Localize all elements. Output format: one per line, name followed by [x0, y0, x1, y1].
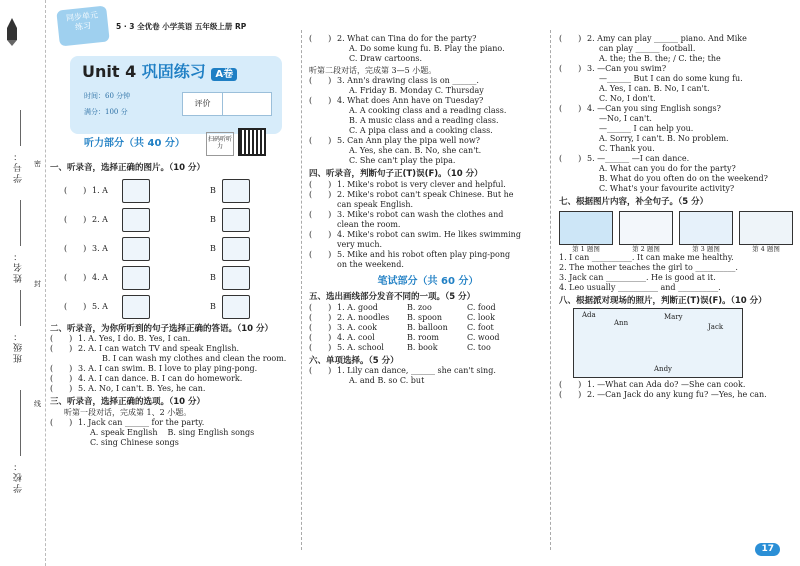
option: C. Draw cartoons.: [349, 54, 423, 63]
option: A. Sorry, I can't. B. No problem.: [599, 134, 729, 143]
drawing-picture: [679, 211, 733, 245]
column-divider: [301, 30, 302, 550]
s6-q2: 2. Amy can play ______ piano. And Mike: [587, 34, 747, 43]
option-picture: [222, 266, 250, 290]
s5-item: ( ) 2. A. noodles B. spoon C. look: [309, 312, 495, 322]
s7-line: 3. Jack can __________. He is good at it.: [559, 272, 716, 282]
swimming-picture: [559, 211, 613, 245]
student-id-label: 学号：: [14, 150, 24, 183]
name-tag: Andy: [654, 365, 672, 374]
s8-item: 1. —What can Ada do? —She can cook.: [587, 380, 746, 390]
s2-item-cont: B. I can wash my clothes and clean the room.: [102, 354, 287, 364]
s7-line: 2. The mother teaches the girl to __________.: [559, 262, 738, 272]
fill-line: [20, 200, 21, 246]
name-tag: Ann: [614, 319, 629, 328]
s1-item: ( ) 2. A B: [64, 208, 300, 232]
s4-item: 4. Mike's robot can swim. He likes swimming: [337, 229, 521, 239]
s2-item: ( ) 1. A. Yes, I do. B. Yes, I can.: [50, 334, 191, 344]
option-picture: [122, 295, 150, 319]
s6-q4: 4. —Can you sing English songs?: [587, 104, 721, 113]
binding-gutter: [0, 0, 46, 566]
s4-item: 5. Mike and his robot often play ping-pong: [337, 249, 511, 259]
option: A. the; the B. the; / C. the; the: [599, 54, 721, 63]
option: B. What do you often do on the weekend?: [599, 174, 768, 183]
s3-q3: 3. Ann's drawing class is on ______.: [337, 76, 479, 85]
name-label: 姓名：: [14, 250, 24, 283]
fold-mark: 线: [34, 400, 41, 408]
s1-item: ( ) 3. A B: [64, 237, 300, 261]
s2-item: ( ) 4. A. I can dance. B. I can do homework.: [50, 374, 243, 384]
s3-intro2: 听第二段对话，完成第 3—5 小题。: [309, 66, 437, 75]
caption: 第 3 题图: [692, 244, 720, 253]
option: C. She can't play the pipa.: [349, 156, 456, 165]
s4-cont: clean the room.: [337, 219, 401, 229]
option-picture: [122, 208, 150, 232]
s6-q1: 1. Lily can dance, ______ she can't sing.: [337, 366, 496, 376]
option: C. What's your favourite activity?: [599, 184, 735, 193]
s6-q3: 3. —Can you swim?: [587, 64, 667, 73]
option: C. No, I don't.: [599, 94, 656, 103]
s5-item: ( ) 1. A. good B. zoo C. food: [309, 302, 496, 312]
section-7-title: 七、根据图片内容，补全句子。（5 分）: [559, 197, 709, 207]
name-tag: Mary: [664, 313, 683, 322]
column-2: ( ) 2. What can Tina do for the party? A. Do some kung fu. B. Play the piano. C. Draw cartoons. 听第二段对话，完成第 3—5 小题。 ( ) 3. Ann's drawing class is on ______. A. Friday B. Monday C. Thursday ( ) 4. What does Ann have on Tuesday? A. A cooking class and a reading class. B. A music class and a reading class. C. A pipa class and a cooking class. ( ) 5. Can Ann play the pipa well now? A. Yes, she can. B. No, she can't. C. She can't play the pipa. 四、听录音，判断句子正(T)误(F)。（10 分） ( ) 1. Mike's robot is very clever and helpful. ( ) 2. Mike's robot can't speak Chinese. But he can speak English. ( ) 3. Mike's robot can wash the clothes and clean the room. ( ) 4. Mike's robot can swim. He likes swimming very much. ( ) 5. Mike and his robot often play ping-pong on the weekend. 笔试部分（共 60 分） 五、选出画线部分发音不同的一项。（5 分） ( ) 1. A. good B. zoo C. food ( ) 2. A. noodles B. spoon C. look ( ) 3. A. cook B. balloon C. foot ( ) 4. A. cool B. room C. wood ( ) 5. A. school B. book C. too 六、单项选择。（5 分） ( ) 1. Lily can dance, ______ she can't sing. A. and B. so C. but: [303, 0, 548, 566]
s7-line: 1. I can __________. It can make me healthy.: [559, 252, 734, 262]
listening-heading: 听力部分（共 40 分）: [84, 138, 185, 149]
option: C. A pipa class and a cooking class.: [349, 126, 493, 135]
name-tag: Ada: [582, 311, 596, 320]
evaluation-label: 评价: [183, 93, 223, 115]
s5-item: ( ) 3. A. cook B. balloon C. foot: [309, 322, 494, 332]
section-5-title: 五、选出画线部分发音不同的一项。（5 分）: [309, 292, 476, 303]
score-info: 满分：100 分: [84, 108, 128, 116]
s1-item: ( ) 5. A B: [64, 295, 300, 319]
option-picture: [222, 237, 250, 261]
section-4-title: 四、听录音，判断句子正(T)误(F)。（10 分）: [309, 169, 483, 179]
series-label: 5 · 3 全优卷 小学英语 五年级上册 RP: [116, 22, 247, 31]
rocket-icon: [6, 18, 18, 46]
s4-cont: on the weekend.: [337, 259, 404, 269]
option-picture: [222, 179, 250, 203]
option: A. Yes, I can. B. No, I can't.: [599, 84, 710, 93]
version-tag: A卷: [211, 68, 237, 81]
qr-code[interactable]: [238, 128, 266, 156]
option: C. Thank you.: [599, 144, 655, 153]
s7-line: 4. Leo usually __________ and __________.: [559, 282, 721, 292]
section-2-title: 二、听录音，为你所听到的句子选择正确的答语。（10 分）: [50, 323, 274, 334]
unit-number: Unit 4: [82, 62, 137, 81]
option-picture: [122, 266, 150, 290]
teaching-picture: [619, 211, 673, 245]
option: A. and B. so C. but: [349, 376, 425, 386]
s5-item: ( ) 4. A. cool B. room C. wood: [309, 332, 500, 342]
option-picture: [122, 237, 150, 261]
s6-q4-cont: —______ I can help you.: [599, 124, 694, 133]
s4-item: 3. Mike's robot can wash the clothes and: [337, 209, 504, 219]
option: A. Yes, she can. B. No, she can't.: [349, 146, 482, 155]
title-cn: 巩固练习: [141, 62, 206, 81]
page-number: 17: [755, 543, 780, 556]
s4-cont: can speak English.: [337, 199, 414, 209]
name-tag: Jack: [708, 323, 724, 332]
fill-line: [20, 290, 21, 326]
s1-item: ( ) 4. A B: [64, 266, 300, 290]
time-info: 时间：60 分钟: [84, 92, 131, 100]
section-3-title: 三、听录音，选择正确的选项。（10 分）: [50, 397, 206, 408]
writing-heading: 笔试部分（共 60 分）: [377, 275, 479, 287]
s3-q5: 5. Can Ann play the pipa well now?: [337, 136, 481, 145]
option: A. What can you do for the party?: [599, 164, 736, 173]
s4-item: 2. Mike's robot can't speak Chinese. But he: [337, 189, 514, 199]
unit-title: [82, 62, 237, 82]
s6-q4-cont: —No, I can't.: [599, 114, 652, 123]
fill-line: [20, 390, 21, 456]
party-picture: [573, 308, 743, 378]
option: A. Friday B. Monday C. Thursday: [349, 86, 484, 95]
option: B. sing English songs: [167, 427, 255, 437]
unit-badge: 同步单元练习: [56, 5, 109, 46]
section-1-title: 一、听录音，选择正确的图片。（10 分）: [50, 163, 206, 173]
s6-q5: 5. —______ —I can dance.: [587, 154, 690, 163]
option-picture: [222, 208, 250, 232]
fold-mark: 密: [34, 160, 41, 168]
s2-item: ( ) 3. A. I can swim. B. I love to play ping-pong.: [50, 364, 258, 374]
caption: 第 1 题图: [572, 244, 600, 253]
playing-picture: [739, 211, 793, 245]
column-divider: [550, 30, 551, 550]
s7-pictures: [559, 211, 797, 253]
option: C. sing Chinese songs: [90, 437, 179, 447]
s4-cont: very much.: [337, 239, 383, 249]
s5-item: ( ) 5. A. school B. book C. too: [309, 342, 491, 352]
s1-item: ( ) 1. A B: [64, 179, 300, 203]
caption: 第 2 题图: [632, 244, 660, 253]
option-picture: [222, 295, 250, 319]
school-label: 学校：: [14, 460, 24, 493]
s3-q1: ( ) 1. Jack can ______ for the party.: [50, 417, 205, 427]
s4-item: 1. Mike's robot is very clever and helpful.: [337, 179, 506, 189]
option-picture: [122, 179, 150, 203]
column-3: ( ) 2. Amy can play ______ piano. And Mike can play ______ football. A. the; the B. the; / C. the; the ( ) 3. —Can you swim? —______ But I can do some kung fu. A. Yes, I can. B. No, I can't. C. No, I don't. ( ) 4. —Can you sing English songs? —No, I can't. —______ I can help you. A. Sorry, I can't. B. No problem. C. Thank you. ( ) 5. —______ —I can dance. A. What can you do for the party? B. What do you often do on the weekend? C. What's your favourite activity? 七、根据图片内容，补全句子。（5 分） 第 1 题图 第 2 题图 第 3 题图 第 4 题图 1. I can __________. It can make me healthy. 2. The mother teaches the girl to __________. 3. Jack can __________. He is good at it. 4. Leo usually __________ and __________. 八、根据派对现场的照片，判断正(T)误(F)。（10 分） Ada Ann Mary Jack Andy ( ) 1. —What can Ada do? —She can cook. ( ) 2. —Can Jack do any kung fu? —Yes, he can. 17: [553, 0, 798, 566]
s6-q3-cont: —______ But I can do some kung fu.: [599, 74, 743, 83]
section-8-title: 八、根据派对现场的照片，判断正(T)误(F)。（10 分）: [559, 295, 767, 306]
fill-line: [20, 110, 21, 146]
s3-q2: 2. What can Tina do for the party?: [337, 34, 477, 43]
column-1: [50, 0, 300, 566]
evaluation-box[interactable]: [182, 92, 272, 116]
class-label: 班级：: [14, 330, 24, 363]
caption: 第 4 题图: [752, 244, 780, 253]
option: B. A music class and a reading class.: [349, 116, 499, 125]
s6-q2-cont: can play ______ football.: [599, 44, 696, 53]
qr-label: 扫码听听力: [206, 132, 234, 156]
s3-intro: 听第一段对话，完成第 1、2 小题。: [64, 407, 192, 417]
option: A. Do some kung fu. B. Play the piano.: [349, 44, 505, 53]
s8-item: 2. —Can Jack do any kung fu? —Yes, he can.: [587, 390, 767, 400]
s2-item: ( ) 5. A. No, I can't. B. Yes, he can.: [50, 384, 206, 394]
option: A. A cooking class and a reading class.: [349, 106, 507, 115]
title-panel: [70, 56, 282, 134]
option: A. speak English: [90, 427, 158, 437]
section-6-title: 六、单项选择。（5 分）: [309, 355, 399, 366]
fold-mark: 封: [34, 280, 41, 288]
s3-q4: 4. What does Ann have on Tuesday?: [337, 96, 484, 105]
s2-item: ( ) 2. A. I can watch TV and speak English.: [50, 344, 240, 354]
